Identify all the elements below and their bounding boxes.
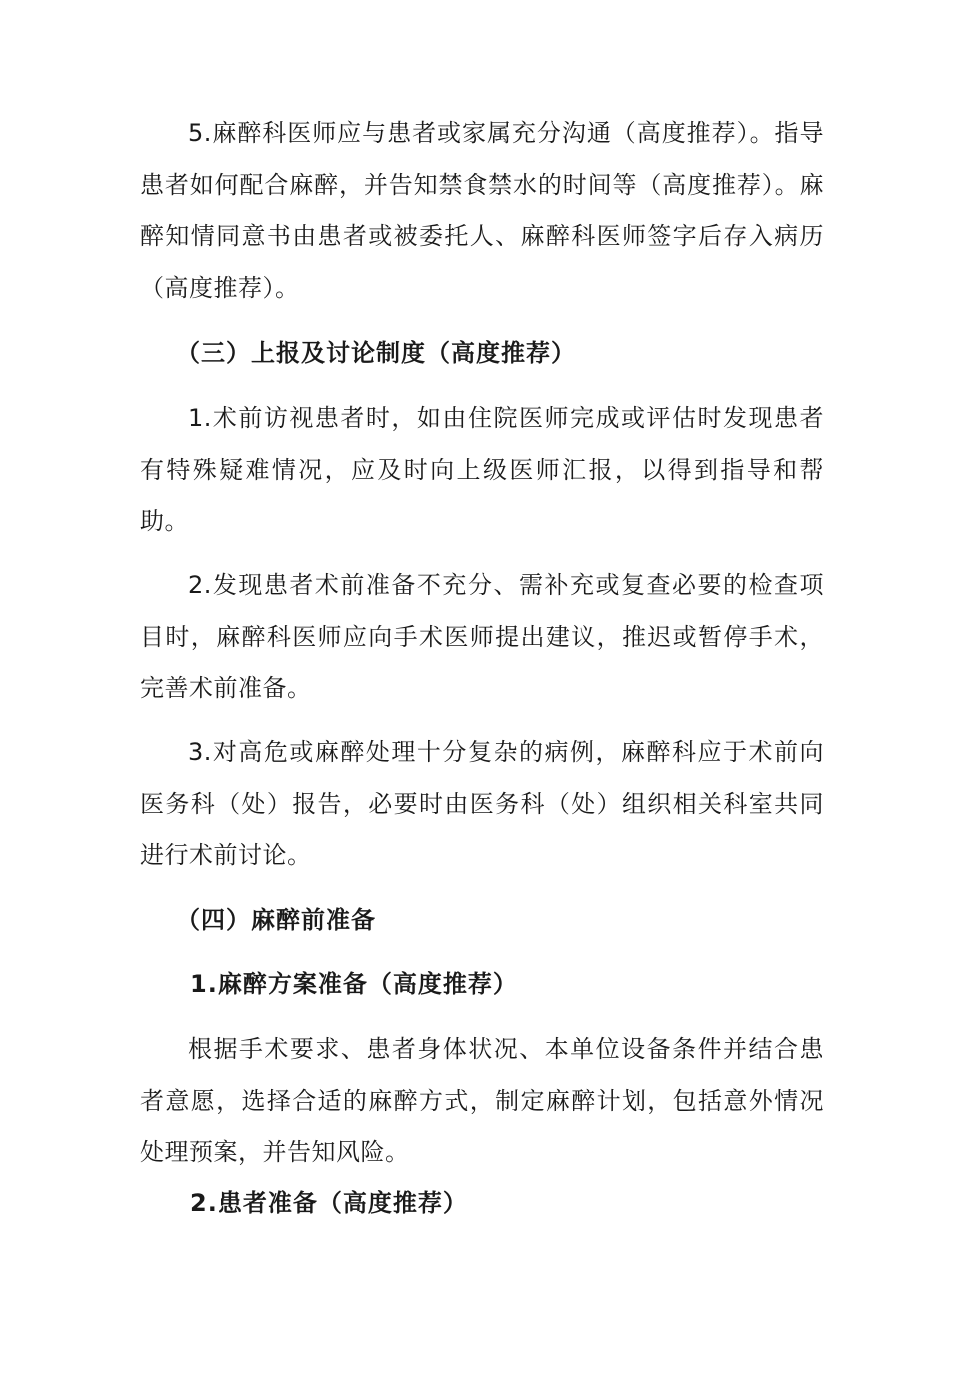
- paragraph-insufficient-prep: 2.发现患者术前准备不充分、需补充或复查必要的检查项目时，麻醉科医师应向手术医师提出建议，推迟或暂停手术，完善术前准备。: [140, 571, 824, 702]
- sub-heading-patient-prep: 2.患者准备（高度推荐）: [190, 1189, 468, 1217]
- paragraph-preop-visit: 1.术前访视患者时，如由住院医师完成或评估时发现患者有特殊疑难情况，应及时向上级医师汇报，以得到指导和帮助。: [140, 404, 824, 535]
- paragraph-communication: 5.麻醉科医师应与患者或家属充分沟通（高度推荐）。指导患者如何配合麻醉，并告知禁食禁水的时间等（高度推荐）。麻醉知情同意书由患者或被委托人、麻醉科医师签字后存入病历（高度推荐）。: [140, 119, 824, 302]
- sub-heading-anesthesia-plan: 1.麻醉方案准备（高度推荐）: [190, 970, 518, 998]
- paragraph-anesthesia-plan: 根据手术要求、患者身体状况、本单位设备条件并结合患者意愿，选择合适的麻醉方式，制定麻醉计划，包括意外情况处理预案，并告知风险。: [140, 1035, 824, 1166]
- paragraph-high-risk: 3.对高危或麻醉处理十分复杂的病例，麻醉科应于术前向医务科（处）报告，必要时由医务科（处）组织相关科室共同进行术前讨论。: [140, 738, 824, 869]
- section-heading-preparation: （四）麻醉前准备: [176, 906, 376, 934]
- section-heading-reporting: （三）上报及讨论制度（高度推荐）: [176, 339, 576, 367]
